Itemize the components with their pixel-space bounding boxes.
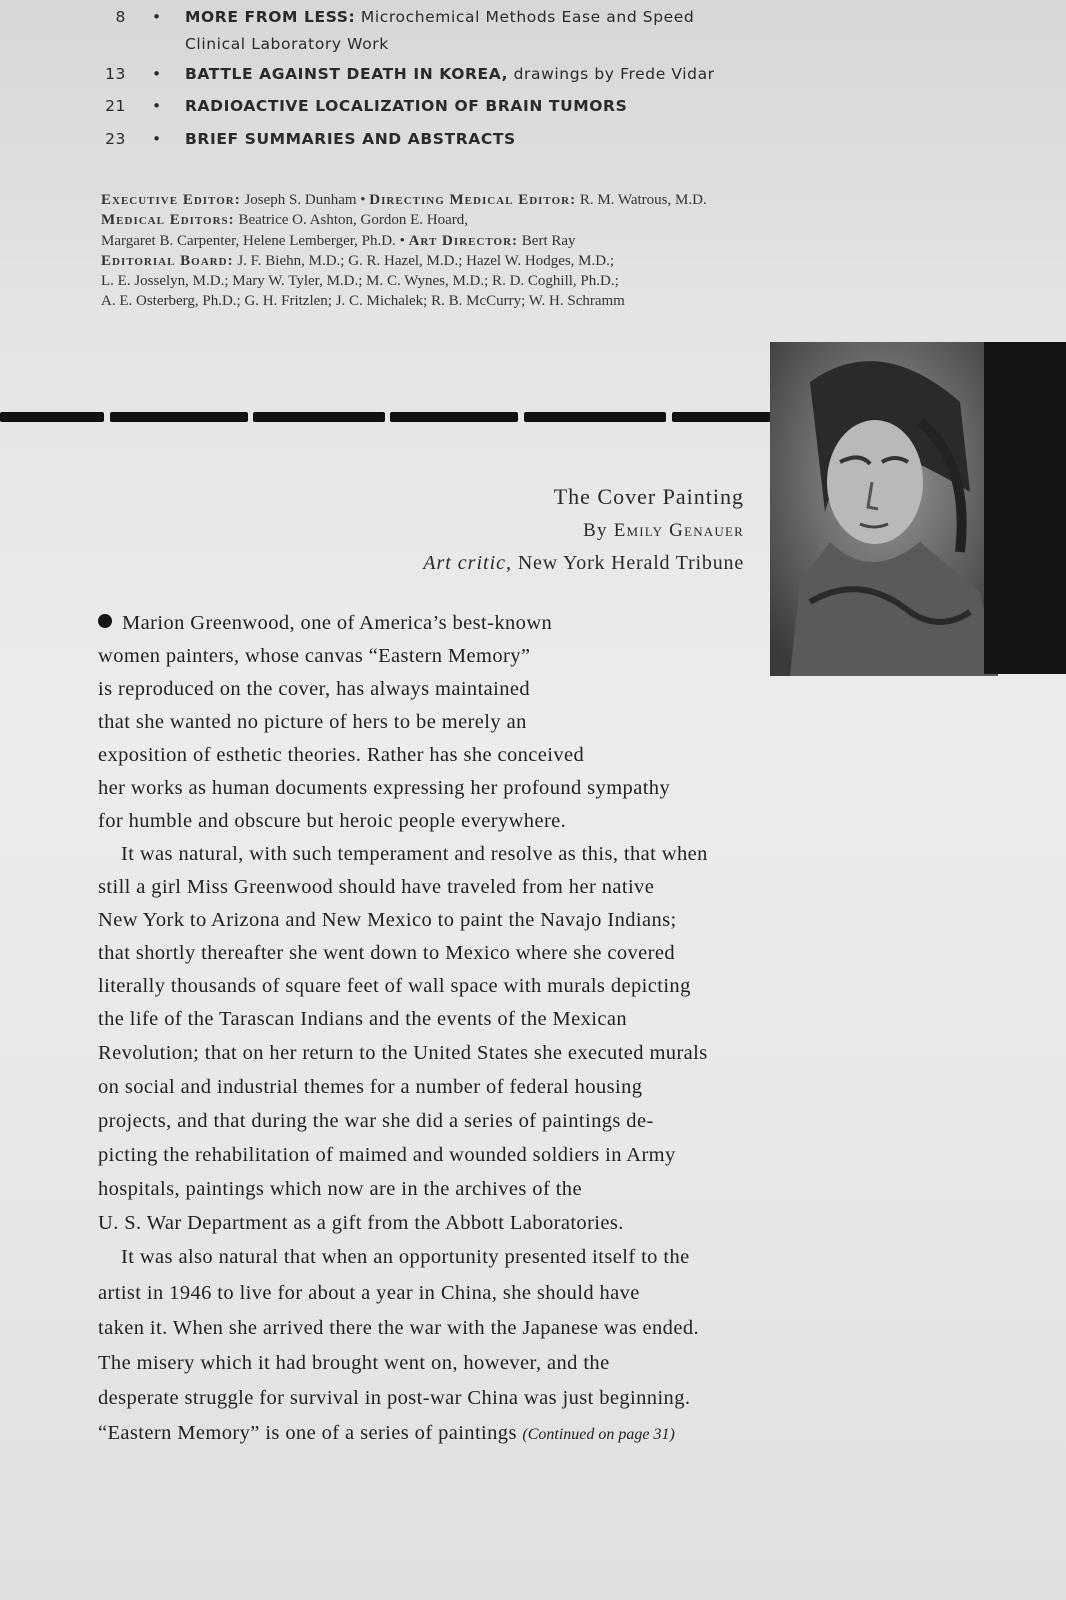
article-line: The misery which it had brought went on, however, and the (98, 1352, 610, 1374)
article-line: projects, and that during the war she did a series of paintings de- (98, 1110, 654, 1132)
author-name: Emily Genauer (613, 520, 744, 541)
article-line: U. S. War Department as a gift from the Abbott Laboratories. (98, 1212, 624, 1234)
cover-painting-image (770, 342, 998, 676)
art-director-name: Bert Ray (521, 232, 576, 249)
article-line-text: “Eastern Memory” is one of a series of paintings (98, 1422, 517, 1444)
article-line: women painters, whose canvas “Eastern Memory” (98, 645, 531, 667)
executive-editor-name: Joseph S. Dunham (244, 192, 357, 208)
article-line: that she wanted no picture of hers to be merely an (98, 711, 527, 733)
article-line: that shortly thereafter she went down to Mexico where she covered (98, 942, 676, 964)
toc-bullet: • (152, 130, 162, 148)
decorative-rule-segment (253, 412, 385, 422)
article-line: artist in 1946 to live for about a year in China, she should have (98, 1282, 640, 1304)
article-line (98, 612, 552, 635)
black-band (984, 342, 1066, 674)
article-line: taken it. When she arrived there the war with the Japanese was ended. (98, 1317, 699, 1339)
toc-bullet: • (152, 8, 162, 26)
article-byline (583, 520, 744, 542)
article-line: her works as human documents expressing her profound sympathy (98, 777, 671, 799)
article-line: picting the rehabilitation of maimed and wounded soldiers in Army (98, 1144, 676, 1166)
article-line (98, 1422, 675, 1445)
toc-entry[interactable] (0, 130, 1066, 154)
toc-page-number: 21 (105, 97, 126, 115)
masthead-line (101, 210, 707, 230)
medical-editors-label: Medical Editors: (101, 212, 235, 229)
toc-title-bold: MORE FROM LESS: (185, 8, 356, 26)
art-director-label: Art Director: (408, 232, 519, 249)
article-line: Revolution; that on her return to the United States she executed murals (98, 1042, 708, 1064)
toc-title-line2: Clinical Laboratory Work (185, 35, 389, 53)
masthead-line (101, 231, 707, 251)
medical-editors-names-2: Margaret B. Carpenter, Helene Lemberger, Ph.D. (101, 232, 396, 249)
article-title: The Cover Painting (553, 484, 744, 509)
masthead-separator: • (399, 232, 405, 249)
toc-entry[interactable] (0, 97, 1066, 121)
article-line: It was also natural that when an opportunity presented itself to the (121, 1246, 690, 1268)
decorative-rule-segment (110, 412, 248, 422)
article-line: hospitals, paintings which now are in the archives of the (98, 1178, 582, 1200)
article-line: New York to Arizona and New Mexico to paint the Navajo Indians; (98, 909, 677, 931)
toc-subtitle: Microchemical Methods Ease and Speed (360, 8, 695, 26)
decorative-rule-segment (672, 412, 776, 422)
toc-title: BRIEF SUMMARIES AND ABSTRACTS (185, 130, 516, 148)
author-outlet: New York Herald Tribune (517, 552, 744, 574)
editorial-board-label: Editorial Board: (101, 252, 234, 269)
article-line-text: Marion Greenwood, one of America’s best-known (122, 612, 553, 634)
author-role: Art critic, (423, 552, 512, 574)
editorial-board-names-2: L. E. Josselyn, M.D.; Mary W. Tyler, M.D.; M. C. Wynes, M.D.; R. D. Coghill, Ph.D.; (101, 273, 619, 290)
article-line: literally thousands of square feet of wall space with murals depicting (98, 975, 691, 997)
decorative-rule-segment (0, 412, 104, 422)
toc-title (185, 8, 694, 26)
article-line: the life of the Tarascan Indians and the events of the Mexican (98, 1008, 628, 1030)
toc-subtitle: drawings by Frede Vidar (513, 65, 715, 83)
editorial-board-names-3: A. E. Osterberg, Ph.D.; G. H. Fritzlen; J. C. Michalek; R. B. McCurry; W. H. Schramm (101, 293, 625, 310)
article-line: It was natural, with such temperament and resolve as this, that when (121, 843, 708, 865)
byline-by: By (583, 520, 608, 541)
article-line: for humble and obscure but heroic people everywhere. (98, 810, 567, 832)
toc-title-bold: BATTLE AGAINST DEATH IN KOREA, (185, 65, 509, 83)
decorative-rule-segment (524, 412, 666, 422)
masthead-line (101, 251, 707, 271)
toc-entry[interactable] (0, 65, 1066, 89)
continued-note: (Continued on page 31) (522, 1426, 675, 1443)
article-line: desperate struggle for survival in post-war China was just beginning. (98, 1387, 691, 1409)
article-line: still a girl Miss Greenwood should have traveled from her native (98, 876, 655, 898)
cover-painting-portrait (770, 342, 998, 676)
article-line: exposition of esthetic theories. Rather has she conceived (98, 744, 585, 766)
directing-editor-label: Directing Medical Editor: (369, 192, 577, 208)
toc-page-number: 13 (105, 65, 126, 83)
toc-page-number: 23 (105, 130, 126, 148)
masthead-line (101, 190, 707, 210)
toc-title: RADIOACTIVE LOCALIZATION OF BRAIN TUMORS (185, 97, 628, 115)
executive-editor-label: Executive Editor: (101, 192, 241, 208)
masthead (101, 190, 707, 312)
toc-page-number: 8 (115, 8, 126, 26)
editorial-board-names: J. F. Biehn, M.D.; G. R. Hazel, M.D.; Hazel W. Hodges, M.D.; (237, 252, 615, 269)
directing-editor-name: R. M. Watrous, M.D. (579, 192, 707, 208)
decorative-rule-segment (390, 412, 518, 422)
article-line: is reproduced on the cover, has always maintained (98, 678, 531, 700)
toc-title (185, 65, 715, 83)
author-credit (423, 552, 744, 575)
toc-bullet: • (152, 65, 162, 83)
toc-bullet: • (152, 97, 162, 115)
medical-editors-names: Beatrice O. Ashton, Gordon E. Hoard, (238, 212, 468, 229)
masthead-separator: • (360, 192, 366, 208)
toc-entry[interactable] (0, 8, 1066, 58)
article-line: on social and industrial themes for a number of federal housing (98, 1076, 643, 1098)
paragraph-bullet-icon (98, 614, 112, 628)
